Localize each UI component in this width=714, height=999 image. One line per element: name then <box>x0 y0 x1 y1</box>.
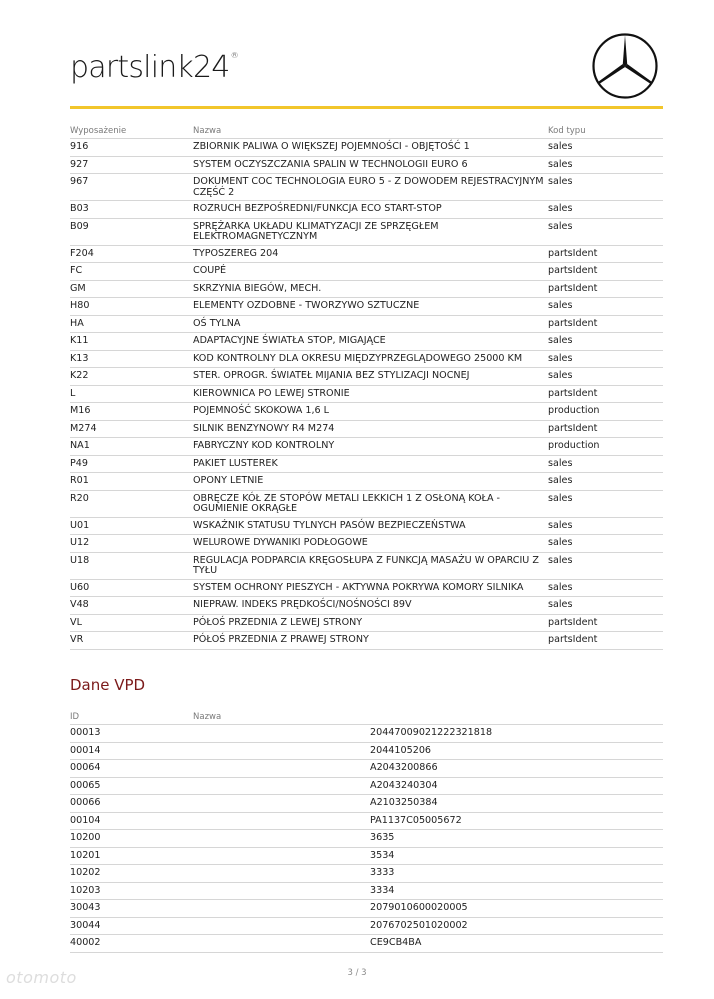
type-code-cell: sales <box>548 174 663 201</box>
logo-text: partslink24 <box>70 50 230 85</box>
table-row <box>70 795 663 813</box>
header-accent-bar <box>70 106 663 109</box>
vpd-value-cell: A2043200866 <box>370 760 663 778</box>
table-row <box>70 579 663 597</box>
vpd-name-cell <box>193 795 370 813</box>
equipment-code-cell: U60 <box>70 579 193 597</box>
column-header-name: Nazwa <box>193 712 222 722</box>
type-code-cell: partsIdent <box>548 385 663 403</box>
table-row <box>70 218 663 245</box>
vpd-id-cell: 30043 <box>70 900 193 918</box>
vpd-id-cell: 00064 <box>70 760 193 778</box>
type-code-cell: sales <box>548 368 663 386</box>
equipment-code-cell: L <box>70 385 193 403</box>
equipment-code-cell: U01 <box>70 517 193 535</box>
vpd-name-cell <box>193 900 370 918</box>
logo-registered-mark: ® <box>230 51 238 60</box>
equipment-code-cell: R01 <box>70 473 193 491</box>
vpd-name-cell <box>193 935 370 953</box>
table-row <box>70 315 663 333</box>
table-row <box>70 174 663 201</box>
table-row <box>70 156 663 174</box>
equipment-name-cell: COUPÉ <box>193 263 548 281</box>
equipment-code-cell: B09 <box>70 218 193 245</box>
table-row <box>70 517 663 535</box>
vpd-value-cell: 2044105206 <box>370 742 663 760</box>
vpd-id-cell: 00013 <box>70 725 193 743</box>
type-code-cell: sales <box>548 156 663 174</box>
table-row <box>70 725 663 743</box>
equipment-table <box>70 122 663 650</box>
vpd-id-cell: 10200 <box>70 830 193 848</box>
table-row <box>70 368 663 386</box>
vpd-value-cell: 2076702501020002 <box>370 917 663 935</box>
table-row <box>70 597 663 615</box>
type-code-cell: sales <box>548 218 663 245</box>
type-code-cell: production <box>548 438 663 456</box>
column-header-name: Nazwa <box>193 126 222 136</box>
table-row <box>70 614 663 632</box>
equipment-name-cell: PAKIET LUSTEREK <box>193 455 548 473</box>
vpd-value-cell: A2043240304 <box>370 777 663 795</box>
type-code-cell: partsIdent <box>548 614 663 632</box>
table-row <box>70 847 663 865</box>
type-code-cell: sales <box>548 490 663 517</box>
table-row <box>70 917 663 935</box>
type-code-cell: sales <box>548 597 663 615</box>
equipment-code-cell: M16 <box>70 403 193 421</box>
equipment-name-cell: ELEMENTY OZDOBNE - TWORZYWO SZTUCZNE <box>193 298 548 316</box>
vpd-value-cell: CE9CB4BA <box>370 935 663 953</box>
equipment-code-cell: P49 <box>70 455 193 473</box>
table-row <box>70 298 663 316</box>
table-row <box>70 385 663 403</box>
vpd-value-cell: A2103250384 <box>370 795 663 813</box>
vpd-value-cell: 20447009021222321818 <box>370 725 663 743</box>
equipment-name-cell: PÓŁOŚ PRZEDNIA Z PRAWEJ STRONY <box>193 632 548 650</box>
watermark: otomoto <box>6 968 77 987</box>
equipment-name-cell: SILNIK BENZYNOWY R4 M274 <box>193 420 548 438</box>
table-row <box>70 139 663 157</box>
equipment-name-cell: FABRYCZNY KOD KONTROLNY <box>193 438 548 456</box>
equipment-name-cell: KIEROWNICA PO LEWEJ STRONIE <box>193 385 548 403</box>
equipment-code-cell: K11 <box>70 333 193 351</box>
table-row <box>70 403 663 421</box>
type-code-cell: sales <box>548 473 663 491</box>
table-row <box>70 473 663 491</box>
column-header-value <box>370 708 663 725</box>
vpd-name-cell <box>193 882 370 900</box>
vpd-id-cell: 10201 <box>70 847 193 865</box>
type-code-cell: sales <box>548 552 663 579</box>
equipment-name-cell: SYSTEM OCHRONY PIESZYCH - AKTYWNA POKRYWA KOMORY SILNIKA <box>193 579 548 597</box>
equipment-code-cell: H80 <box>70 298 193 316</box>
equipment-name-cell: POJEMNOŚĆ SKOKOWA 1,6 L <box>193 403 548 421</box>
vpd-value-cell: 3635 <box>370 830 663 848</box>
type-code-cell: sales <box>548 139 663 157</box>
equipment-name-cell: WSKAŹNIK STATUSU TYLNYCH PASÓW BEZPIECZEŃSTWA <box>193 517 548 535</box>
equipment-code-cell: U18 <box>70 552 193 579</box>
equipment-name-cell: REGULACJA PODPARCIA KRĘGOSŁUPA Z FUNKCJĄ MASAŻU W OPARCIU Z TYŁU <box>193 552 548 579</box>
table-row <box>70 245 663 263</box>
vpd-value-cell: 2079010600020005 <box>370 900 663 918</box>
vpd-id-cell: 00066 <box>70 795 193 813</box>
equipment-code-cell: B03 <box>70 201 193 219</box>
type-code-cell: partsIdent <box>548 280 663 298</box>
type-code-cell: sales <box>548 350 663 368</box>
equipment-name-cell: KOD KONTROLNY DLA OKRESU MIĘDZYPRZEGLĄDOWEGO 25000 KM <box>193 350 548 368</box>
equipment-code-cell: V48 <box>70 597 193 615</box>
vpd-id-cell: 00104 <box>70 812 193 830</box>
vpd-section-title: Dane VPD <box>70 676 146 694</box>
type-code-cell: sales <box>548 535 663 553</box>
equipment-code-cell: HA <box>70 315 193 333</box>
vpd-name-cell <box>193 830 370 848</box>
column-header-id: ID <box>70 712 80 722</box>
table-row <box>70 438 663 456</box>
table-row <box>70 777 663 795</box>
table-row <box>70 812 663 830</box>
type-code-cell: partsIdent <box>548 263 663 281</box>
vpd-value-cell: PA1137C05005672 <box>370 812 663 830</box>
type-code-cell: sales <box>548 455 663 473</box>
equipment-name-cell: TYPOSZEREG 204 <box>193 245 548 263</box>
type-code-cell: partsIdent <box>548 420 663 438</box>
page-number: 3 / 3 <box>347 968 367 978</box>
type-code-cell: production <box>548 403 663 421</box>
table-row <box>70 535 663 553</box>
vpd-id-cell: 00065 <box>70 777 193 795</box>
equipment-code-cell: M274 <box>70 420 193 438</box>
type-code-cell: partsIdent <box>548 245 663 263</box>
equipment-name-cell: NIEPRAW. INDEKS PRĘDKOŚCI/NOŚNOŚCI 89V <box>193 597 548 615</box>
vpd-id-cell: 10202 <box>70 865 193 883</box>
vpd-name-cell <box>193 812 370 830</box>
equipment-code-cell: U12 <box>70 535 193 553</box>
table-row <box>70 865 663 883</box>
table-row <box>70 280 663 298</box>
equipment-code-cell: VL <box>70 614 193 632</box>
equipment-name-cell: OPONY LETNIE <box>193 473 548 491</box>
vpd-name-cell <box>193 777 370 795</box>
type-code-cell: sales <box>548 579 663 597</box>
equipment-code-cell: K22 <box>70 368 193 386</box>
vpd-name-cell <box>193 847 370 865</box>
partslink24-logo <box>70 50 238 85</box>
page-header <box>70 30 663 110</box>
type-code-cell: sales <box>548 333 663 351</box>
table-row <box>70 420 663 438</box>
equipment-code-cell: 916 <box>70 139 193 157</box>
mercedes-star-icon <box>591 32 659 100</box>
vpd-name-cell <box>193 760 370 778</box>
vpd-value-cell: 3334 <box>370 882 663 900</box>
table-row <box>70 935 663 953</box>
equipment-name-cell: SKRZYNIA BIEGÓW, MECH. <box>193 280 548 298</box>
vpd-name-cell <box>193 865 370 883</box>
column-header-type-code: Kod typu <box>548 126 586 136</box>
equipment-header-row <box>70 122 663 139</box>
table-row <box>70 742 663 760</box>
equipment-name-cell: STER. OPROGR. ŚWIATEŁ MIJANIA BEZ STYLIZACJI NOCNEJ <box>193 368 548 386</box>
table-row <box>70 333 663 351</box>
table-row <box>70 490 663 517</box>
equipment-code-cell: 927 <box>70 156 193 174</box>
equipment-name-cell: SYSTEM OCZYSZCZANIA SPALIN W TECHNOLOGII EURO 6 <box>193 156 548 174</box>
type-code-cell: sales <box>548 298 663 316</box>
equipment-name-cell: ADAPTACYJNE ŚWIATŁA STOP, MIGAJĄCE <box>193 333 548 351</box>
equipment-name-cell: ROZRUCH BEZPOŚREDNI/FUNKCJA ECO START-STOP <box>193 201 548 219</box>
type-code-cell: sales <box>548 201 663 219</box>
vpd-id-cell: 40002 <box>70 935 193 953</box>
vpd-value-cell: 3534 <box>370 847 663 865</box>
table-row <box>70 350 663 368</box>
equipment-name-cell: OŚ TYLNA <box>193 315 548 333</box>
equipment-name-cell: DOKUMENT COC TECHNOLOGIA EURO 5 - Z DOWODEM REJESTRACYJNYM CZĘŚĆ 2 <box>193 174 548 201</box>
table-row <box>70 552 663 579</box>
equipment-code-cell: 967 <box>70 174 193 201</box>
equipment-name-cell: OBRĘCZE KÓŁ ZE STOPÓW METALI LEKKICH 1 Z OSŁONĄ KOŁA - OGUMIENIE OKRĄGŁE <box>193 490 548 517</box>
table-row <box>70 882 663 900</box>
equipment-code-cell: R20 <box>70 490 193 517</box>
equipment-name-cell: ZBIORNIK PALIWA O WIĘKSZEJ POJEMNOŚCI - OBJĘTOŚĆ 1 <box>193 139 548 157</box>
table-row <box>70 830 663 848</box>
table-row <box>70 632 663 650</box>
vpd-value-cell: 3333 <box>370 865 663 883</box>
equipment-name-cell: PÓŁOŚ PRZEDNIA Z LEWEJ STRONY <box>193 614 548 632</box>
table-row <box>70 263 663 281</box>
equipment-name-cell: SPRĘŻARKA UKŁADU KLIMATYZACJI ZE SPRZĘGŁEM ELEKTROMAGNETYCZNYM <box>193 218 548 245</box>
type-code-cell: partsIdent <box>548 632 663 650</box>
equipment-code-cell: NA1 <box>70 438 193 456</box>
type-code-cell: sales <box>548 517 663 535</box>
vpd-id-cell: 00014 <box>70 742 193 760</box>
equipment-code-cell: F204 <box>70 245 193 263</box>
vpd-table <box>70 708 663 953</box>
table-row <box>70 760 663 778</box>
equipment-code-cell: VR <box>70 632 193 650</box>
table-row <box>70 900 663 918</box>
vpd-name-cell <box>193 742 370 760</box>
column-header-equipment: Wyposażenie <box>70 126 127 136</box>
vpd-header-row <box>70 708 663 725</box>
vpd-id-cell: 10203 <box>70 882 193 900</box>
equipment-code-cell: K13 <box>70 350 193 368</box>
table-row <box>70 201 663 219</box>
vpd-id-cell: 30044 <box>70 917 193 935</box>
type-code-cell: partsIdent <box>548 315 663 333</box>
equipment-code-cell: FC <box>70 263 193 281</box>
vpd-name-cell <box>193 725 370 743</box>
vpd-name-cell <box>193 917 370 935</box>
equipment-code-cell: GM <box>70 280 193 298</box>
equipment-name-cell: WELUROWE DYWANIKI PODŁOGOWE <box>193 535 548 553</box>
table-row <box>70 455 663 473</box>
